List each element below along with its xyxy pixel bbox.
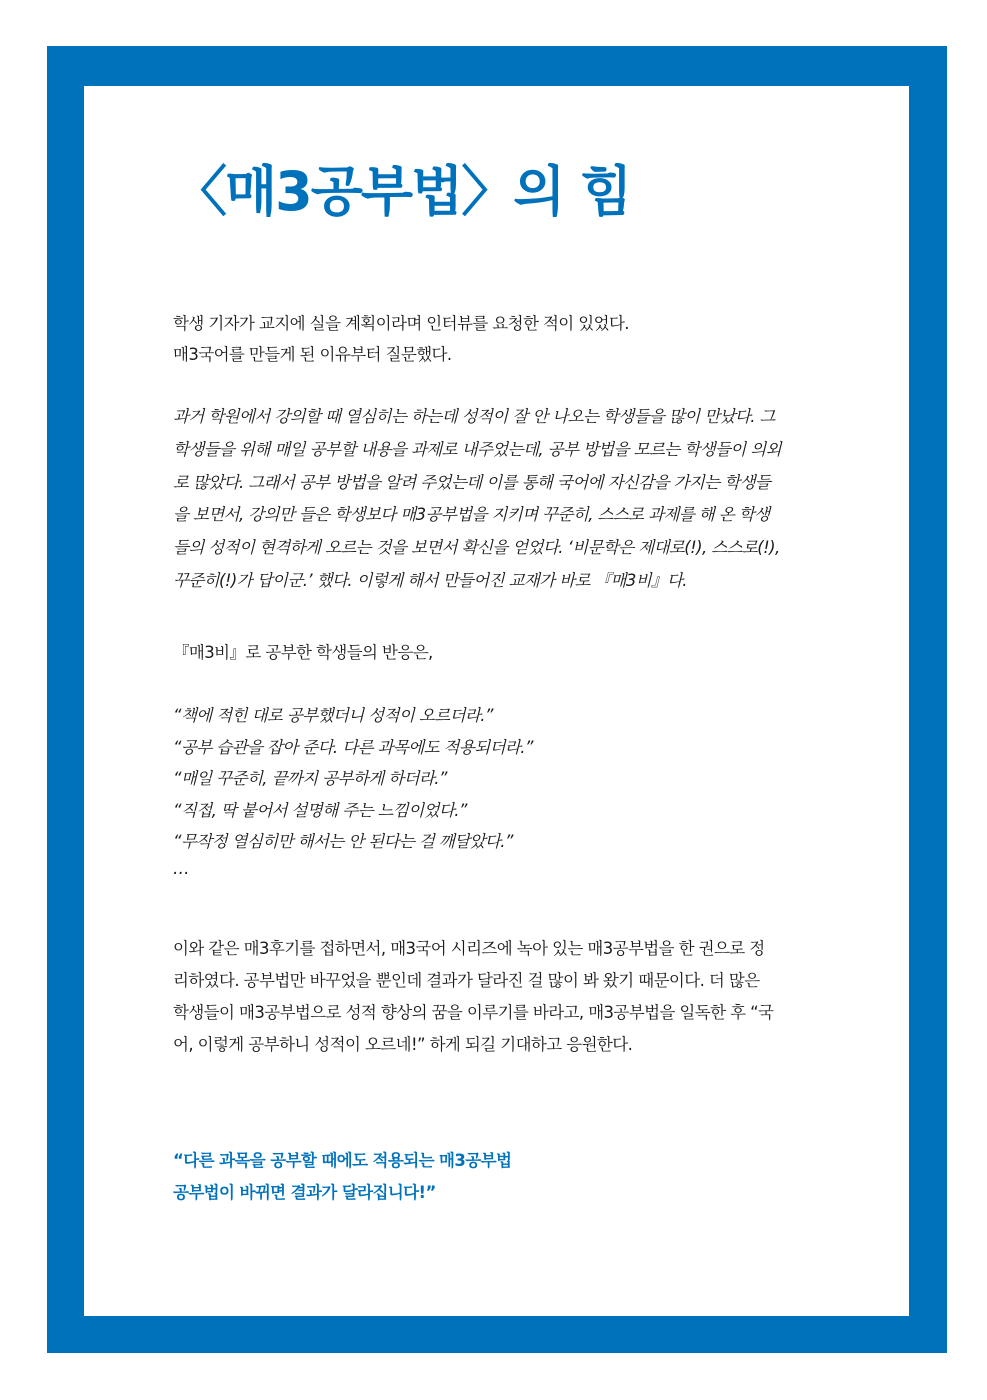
story-line: 을 보면서, 강의만 들은 학생보다 매3공부법을 지키며 꾸준히, 스스로 과제를 해 온 학생: [173, 505, 770, 525]
quote-item: “무작정 열심히만 해서는 안 된다는 걸 깨달았다.”: [173, 832, 513, 851]
page-title: 〈매3공부법〉의 힘: [173, 160, 631, 223]
closing-line: 이와 같은 매3후기를 접하면서, 매3국어 시리즈에 녹아 있는 매3공부법을 한 권으로 정: [173, 939, 765, 958]
story-line: 학생들을 위해 매일 공부할 내용을 과제로 내주었는데, 공부 방법을 모르는 학생들이 의외: [173, 439, 781, 459]
closing-line: 어, 이렇게 공부하니 성적이 오르네!” 하게 되길 기대하고 응원한다.: [173, 1035, 633, 1054]
callout-line: 공부법이 바뀌면 결과가 달라집니다!”: [173, 1183, 436, 1202]
student-quotes-list: [173, 700, 838, 880]
story-paragraph: [173, 401, 838, 598]
quote-ellipsis: …: [173, 858, 189, 878]
quote-item: “공부 습관을 잡아 준다. 다른 과목에도 적용되더라.”: [173, 737, 533, 757]
closing-paragraph: [173, 933, 838, 1061]
closing-line: 리하였다. 공부법만 바꾸었을 뿐인데 결과가 달라진 걸 많이 봐 왔기 때문이다. 더 많은: [173, 971, 760, 990]
story-line: 로 많았다. 그래서 공부 방법을 알려 주었는데 이를 통해 국어에 자신감을 가지는 학생들: [173, 472, 771, 492]
highlight-callout: [173, 1145, 838, 1209]
quote-item: “직접, 딱 붙어서 설명해 주는 느낌이었다.”: [173, 800, 467, 820]
story-line: 과거 학원에서 강의할 때 열심히는 하는데 성적이 잘 안 나오는 학생들을 많이 만났다. 그: [173, 407, 775, 426]
intro-line: 학생 기자가 교지에 실을 계획이라며 인터뷰를 요청한 적이 있었다.: [173, 314, 629, 333]
intro-paragraph: [173, 308, 838, 370]
reaction-lead-paragraph: [173, 637, 838, 668]
callout-line: “다른 과목을 공부할 때에도 적용되는 매3공부법: [173, 1151, 512, 1170]
story-line: 들의 성적이 현격하게 오르는 것을 보면서 확신을 얻었다. ‘비문학은 제대로(!), 스스로(!),: [173, 538, 780, 558]
quote-item: “매일 꾸준히, 끝까지 공부하게 하더라.”: [173, 769, 447, 788]
closing-line: 학생들이 매3공부법으로 성적 향상의 꿈을 이루기를 바라고, 매3공부법을 일독한 후 “국: [173, 1003, 774, 1022]
intro-line: 매3국어를 만들게 된 이유부터 질문했다.: [173, 345, 452, 364]
quote-item: “책에 적힌 대로 공부했더니 성적이 오르더라.”: [173, 706, 493, 725]
story-line: 꾸준히(!)가 답이군.’ 했다. 이렇게 해서 만들어진 교재가 바로 『매3비』다.: [173, 570, 687, 590]
reaction-lead-line: 『매3비』로 공부한 학생들의 반응은,: [173, 643, 433, 662]
